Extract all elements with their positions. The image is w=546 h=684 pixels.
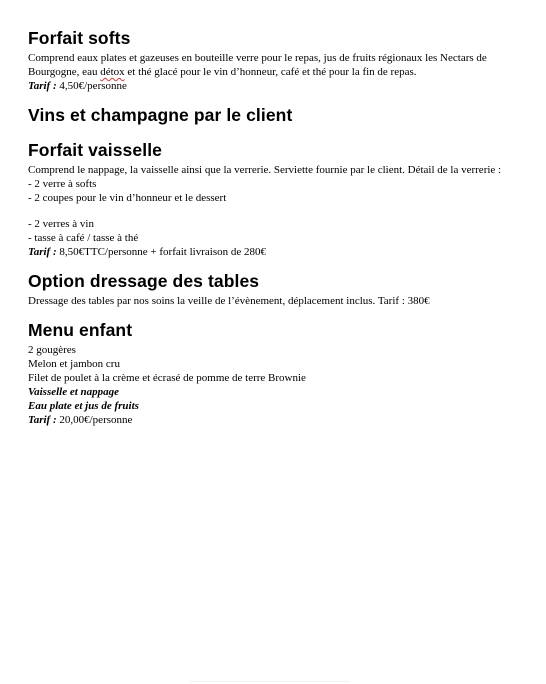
tarif-label: Tarif :: [28, 414, 57, 426]
document-content: [28, 28, 518, 427]
section-title-enfant: Menu enfant: [28, 320, 133, 340]
section-title-vins: Vins et champagne par le client: [28, 105, 293, 125]
vaisselle-list-item: - 2 verre à softs: [28, 178, 97, 190]
vaisselle-list-item: - 2 verres à vin: [28, 218, 94, 230]
tarif-value: 20,00€/personne: [56, 414, 133, 426]
dressage-description: Dressage des tables par nos soins la veille de l’évènement, déplacement inclus. Tarif : 380€: [28, 295, 430, 307]
vaisselle-tarif: [28, 245, 518, 259]
page-edge-divider: [190, 681, 350, 682]
menu-included-item: Eau plate et jus de fruits: [28, 400, 139, 412]
softs-description: [28, 51, 518, 79]
softs-description-part-a: Comprend eaux plates et gazeuses en bouteille verre pour le repas, jus de fruits régionaux les Nectars de Bourgogne, eau: [28, 52, 487, 78]
menu-item: Filet de poulet à la crème et écrasé de pomme de terre Brownie: [28, 372, 306, 384]
softs-tarif: [28, 79, 518, 93]
softs-description-part-b: et thé glacé pour le vin d’honneur, café et thé pour la fin de repas.: [124, 66, 417, 78]
vaisselle-list-item: - 2 coupes pour le vin d’honneur et le dessert: [28, 192, 227, 204]
section-title-dressage: Option dressage des tables: [28, 271, 260, 291]
tarif-value: 8,50€TTC/personne + forfait livraison de 280€: [56, 246, 266, 258]
enfant-tarif: [28, 413, 518, 427]
tarif-value: 4,50€/personne: [56, 80, 127, 92]
tarif-label: Tarif :: [28, 80, 57, 92]
vaisselle-list-item: - tasse à café / tasse à thé: [28, 232, 139, 244]
section-title-softs: Forfait softs: [28, 28, 131, 48]
menu-included-item: Vaisselle et nappage: [28, 386, 120, 398]
section-title-vaisselle: Forfait vaisselle: [28, 140, 162, 160]
tarif-label: Tarif :: [28, 246, 57, 258]
menu-item: 2 gougères: [28, 344, 76, 356]
spellcheck-flagged-word[interactable]: détox: [100, 66, 125, 78]
menu-item: Melon et jambon cru: [28, 358, 120, 370]
vaisselle-description: Comprend le nappage, la vaisselle ainsi que la verrerie. Serviette fournie par le client. Détail de la verrerie :: [28, 164, 502, 176]
